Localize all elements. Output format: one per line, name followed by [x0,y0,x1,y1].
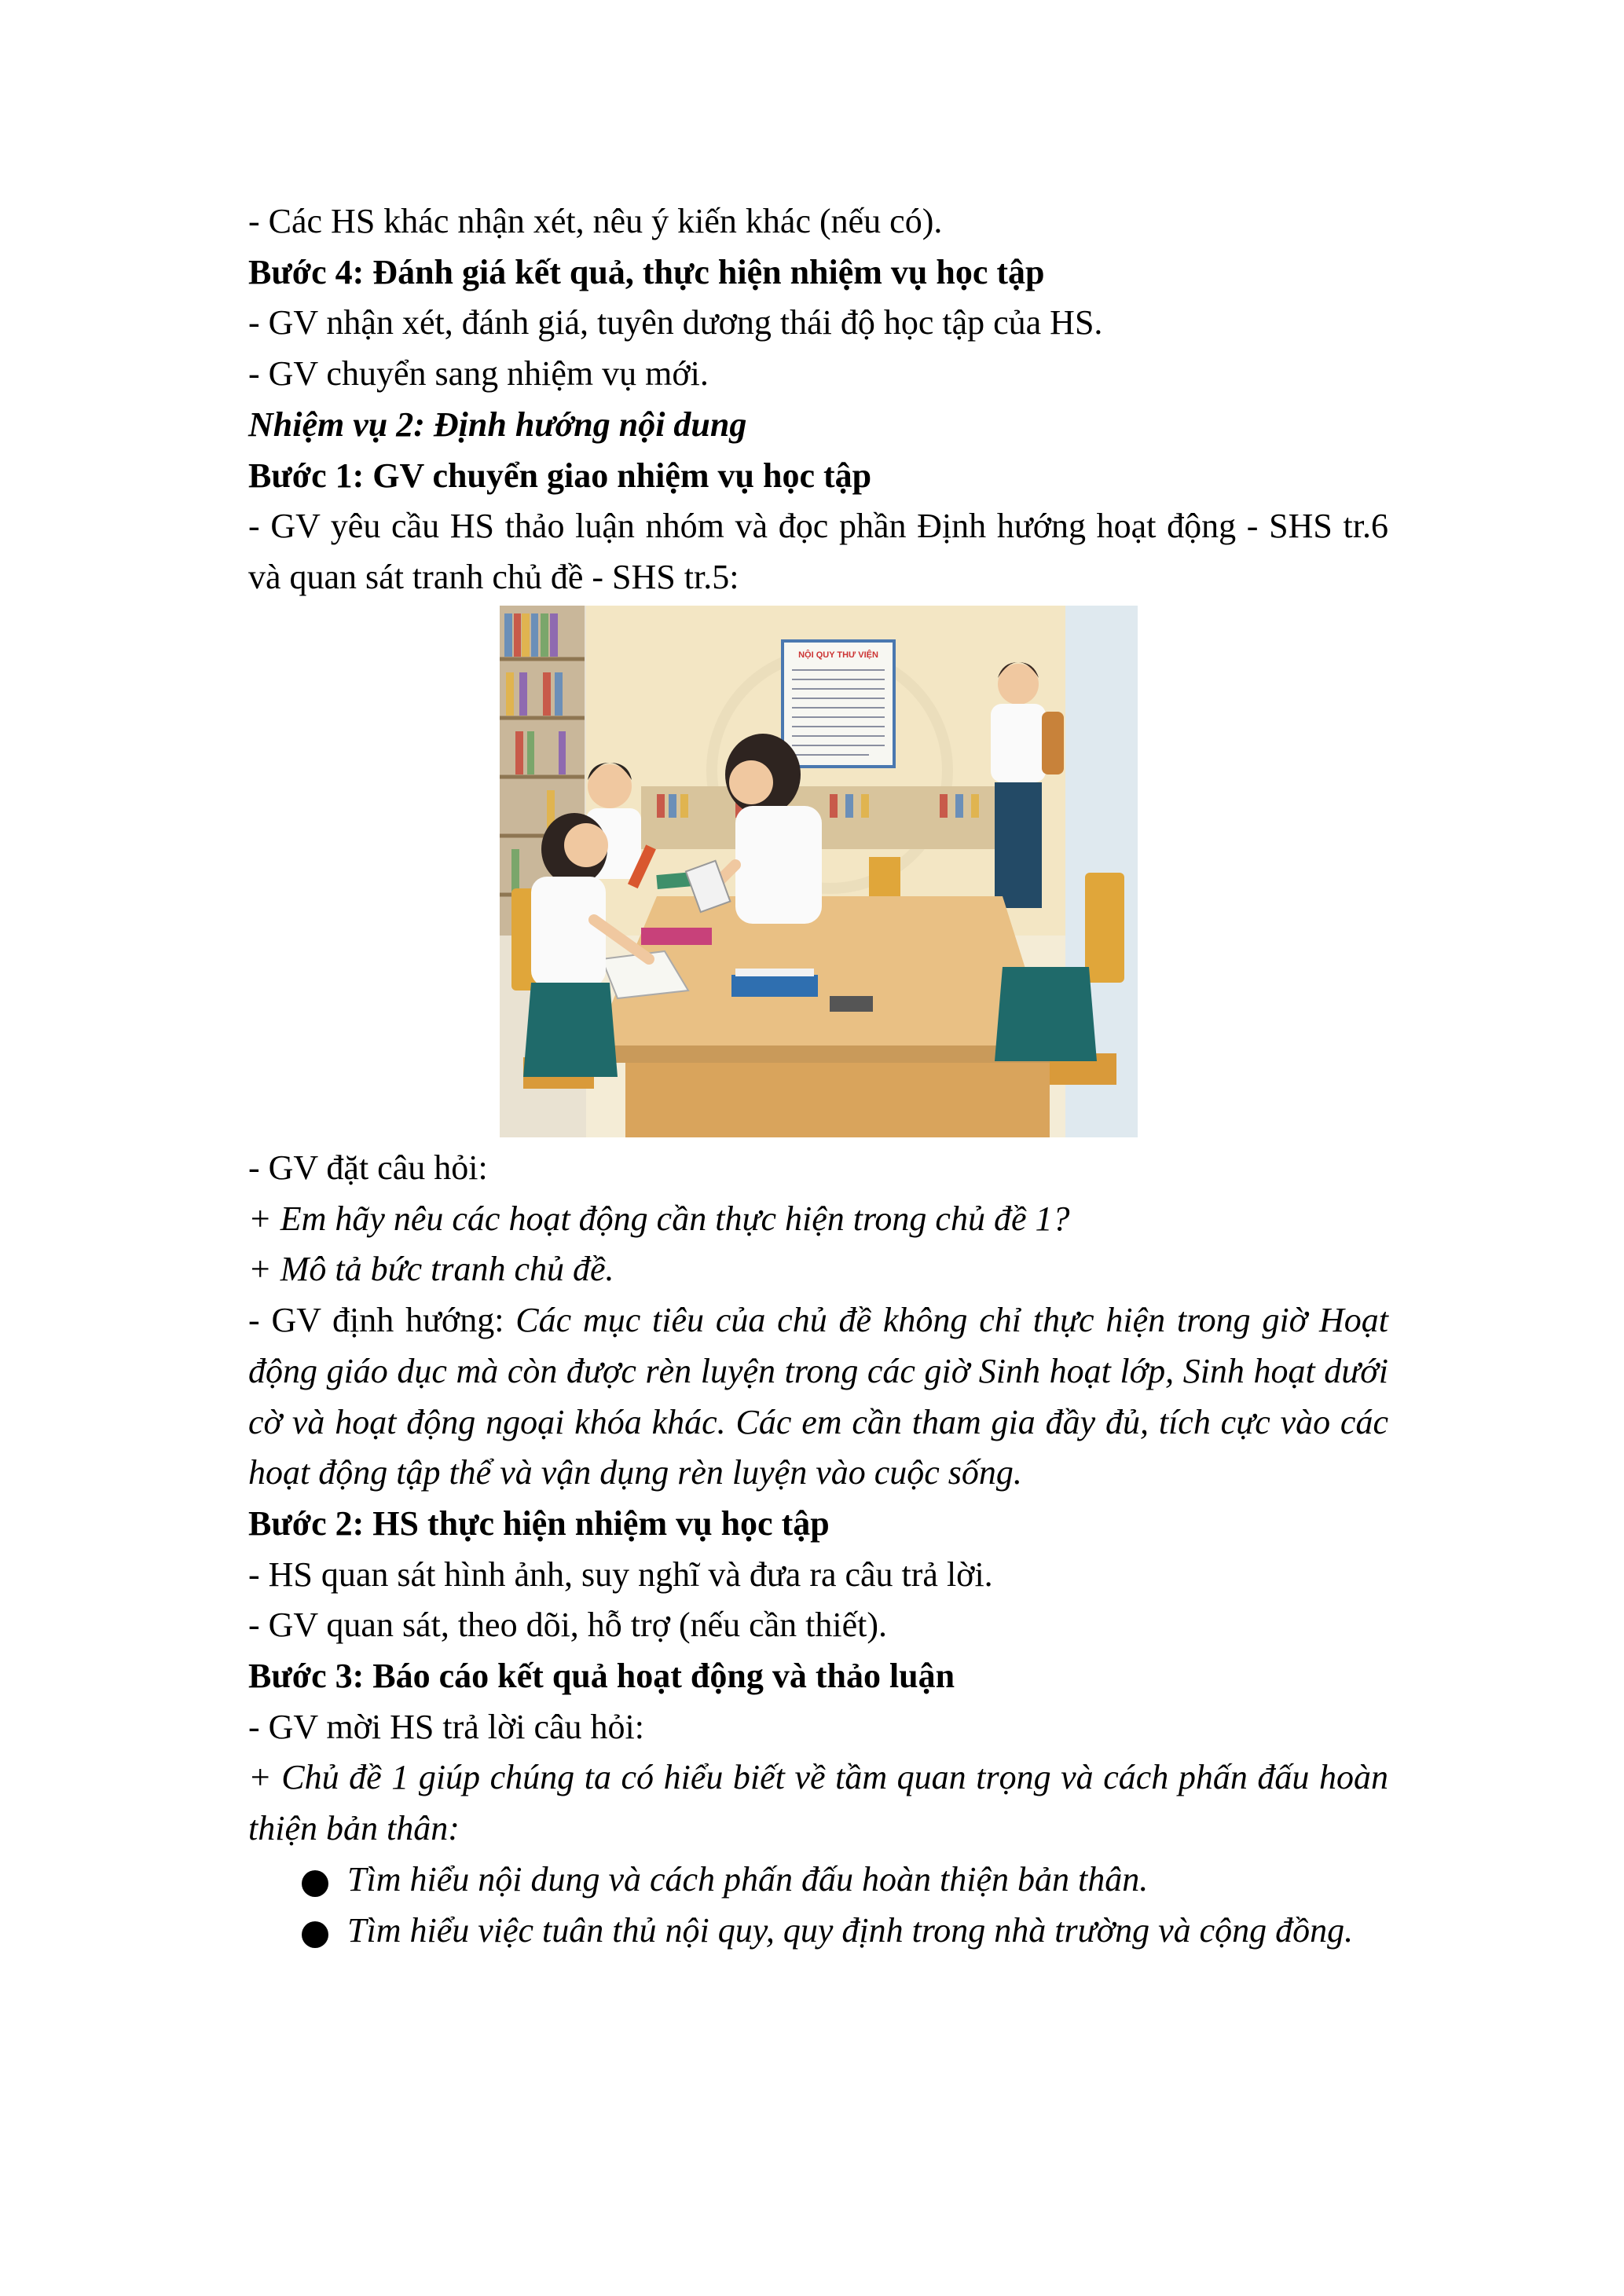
bullet-item [248,1906,1388,1957]
answer: + Chủ đề 1 giúp chúng ta có hiểu biết về tầm quan trọng và cách phấn đấu hoàn thiện bản thân: [248,1758,1388,1848]
paragraph: - GV đặt câu hỏi: [248,1148,488,1187]
step-heading: Bước 4: Đánh giá kết quả, thực hiện nhiệm vụ học tập [248,252,1045,291]
orientation-text: Các mục tiêu của chủ đề không chỉ thực hiện trong giờ Hoạt động giáo dục mà còn được rèn luyện trong các giờ Sinh hoạt lớp, Sinh hoạt dưới cờ và hoạt động ngoại khóa khác. Các em cần tham gia đầy đủ, tích cực vào các hoạt động tập thể và vận dụng rèn luyện vào cuộc sống. [248,1301,1388,1492]
paragraph: - GV mời HS trả lời câu hỏi: [248,1707,645,1746]
step-heading: Bước 1: GV chuyển giao nhiệm vụ học tập [248,456,872,495]
bullet-text: Tìm hiểu việc tuân thủ nội quy, quy định trong nhà trường và cộng đồng. [347,1910,1354,1950]
library-rules-poster [783,641,894,767]
bullet-icon [302,1921,328,1948]
bullet-text: Tìm hiểu nội dung và cách phấn đấu hoàn thiện bản thân. [347,1859,1149,1899]
step-heading: Bước 2: HS thực hiện nhiệm vụ học tập [248,1503,830,1543]
top-section [248,196,1388,603]
bottom-section [248,1143,1388,1956]
orientation-label: - GV định hướng: [248,1301,516,1340]
paragraph: - HS quan sát hình ảnh, suy nghĩ và đưa ra câu trả lời. [248,1554,993,1594]
task-heading: Nhiệm vụ 2: Định hướng nội dung [248,405,747,444]
paragraph: - GV nhận xét, đánh giá, tuyên dương thái độ học tập của HS. [248,303,1103,342]
step-heading: Bước 3: Báo cáo kết quả hoạt động và thảo luận [248,1657,955,1696]
bullet-icon [302,1870,328,1897]
library-illustration [500,606,1138,1137]
paragraph: - GV quan sát, theo dõi, hỗ trợ (nếu cần thiết). [248,1606,888,1645]
question: + Em hãy nêu các hoạt động cần thực hiện trong chủ đề 1? [248,1199,1070,1238]
svg-text:NỘI QUY THƯ VIỆN: NỘI QUY THƯ VIỆN [798,650,878,660]
bullet-item [248,1855,1388,1906]
paragraph: - Các HS khác nhận xét, nêu ý kiến khác (nếu có). [248,202,943,240]
paragraph: - GV yêu cầu HS thảo luận nhóm và đọc phần Định hướng hoạt động - SHS tr.6 và quan sát tranh chủ đề - SHS tr.5: [248,507,1388,596]
paragraph: - GV chuyển sang nhiệm vụ mới. [248,354,709,394]
orientation-paragraph [248,1295,1388,1499]
question: + Mô tả bức tranh chủ đề. [248,1250,614,1289]
